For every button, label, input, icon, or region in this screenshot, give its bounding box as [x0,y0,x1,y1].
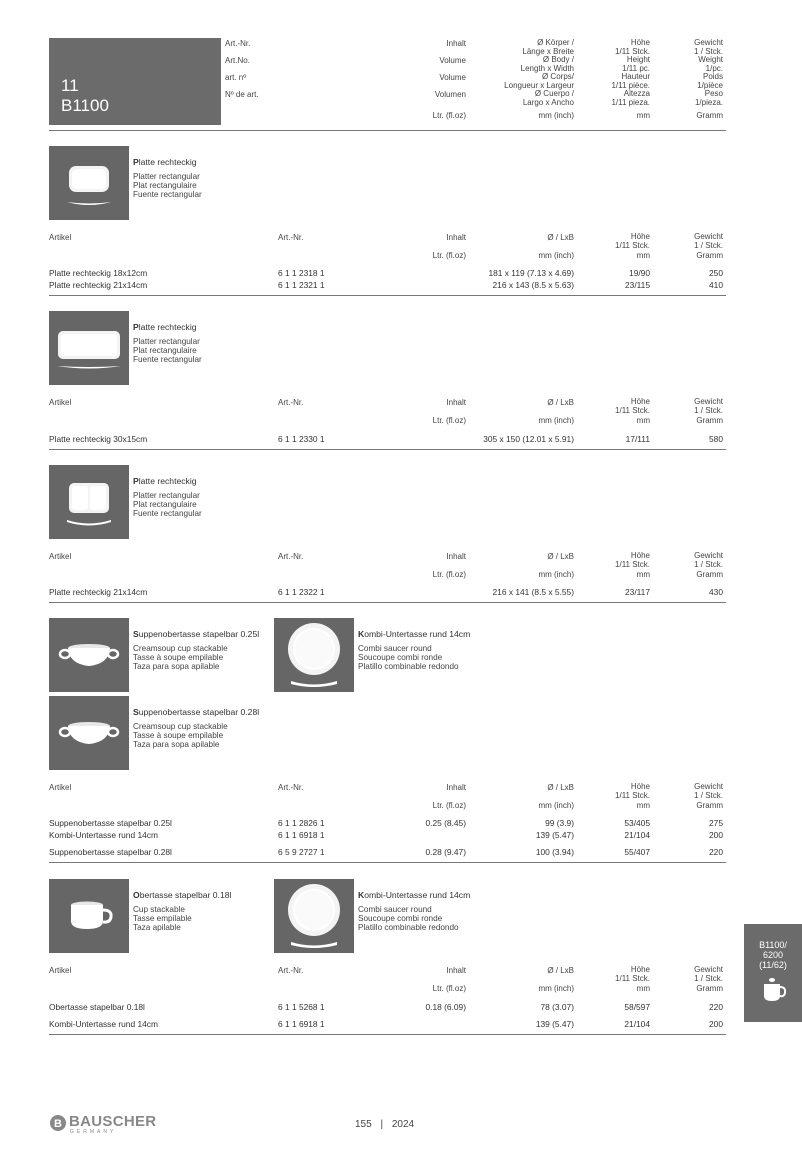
side-tab-line1: B1100/ [759,940,787,950]
header-label-height: Altezza 1/11 pieza. [611,89,650,107]
section-divider [49,862,726,863]
product-title-rest: latte rechteckig [138,476,197,486]
row-weight: 250 [709,268,723,278]
row-volume: 0.28 (9.47) [425,847,466,857]
series-number: 11 [61,76,79,95]
unit-volume: Ltr. (fl.oz) [432,416,466,425]
product-image[interactable] [49,879,129,953]
row-weight: 430 [709,587,723,597]
row-name: Platte rechteckig 21x14cm [49,587,148,597]
product-title [358,891,470,900]
unit-height: mm [636,570,650,579]
divided-platter-icon [49,465,129,539]
row-height: 55/407 [624,847,650,857]
section-divider [49,295,726,296]
product-title [133,891,231,900]
row-volume: 0.18 (6.09) [425,1002,466,1012]
logo-emblem-icon [49,1114,67,1132]
product-title [358,630,470,639]
row-height: 23/115 [625,280,650,290]
header-label-art: Art.-Nr. [225,39,251,48]
row-name: Platte rechteckig 30x15cm [49,434,148,444]
unit-height: mm [636,984,650,993]
header-label-weight: Peso 1/pieza. [694,89,723,107]
product-title-rest: bertasse stapelbar 0.18l [139,890,232,900]
product-title-initial: S [133,629,139,639]
col-artnr: Art.-Nr. [278,233,304,242]
col-dimension: Ø / LxB [547,233,574,242]
unit-weight: Gramm [696,984,723,993]
product-title-rest: uppenobertasse stapelbar 0.28l [138,707,260,717]
section-divider [49,1034,726,1035]
unit-weight: Gramm [696,111,723,120]
row-weight: 220 [709,847,723,857]
header-label-dimension: Ø Body / Length x Width [520,55,574,73]
col-gewicht: Gewicht 1 / Stck. [694,232,723,250]
row-height: 21/104 [624,830,650,840]
header-label-weight: Weight 1/pc. [698,55,723,73]
product-title-initial: P [133,322,139,332]
page-number: 155 [355,1119,372,1130]
unit-volume: Ltr. (fl.oz) [432,801,466,810]
unit-dimension: mm (inch) [538,984,574,993]
col-hoehe: Höhe 1/11 Stck. [615,782,650,800]
header-label-height: Höhe 1/11 Stck. [615,38,650,56]
product-title [133,158,197,167]
soup-cup-icon [49,618,129,692]
product-title-initial: K [358,629,365,639]
col-artnr: Art.-Nr. [278,783,304,792]
series-name: B1100 [61,96,109,115]
row-artnr: 6 1 1 2826 1 [278,818,325,828]
product-title-rest: latte rechteckig [138,322,197,332]
series-header-box [49,38,221,125]
header-label-dimension: Ø Corps/ Longueur x Largeur [504,72,574,90]
row-dimension: 99 (3.9) [545,818,574,828]
row-dimension: 139 (5.47) [535,830,574,840]
row-name: Kombi-Untertasse rund 14cm [49,830,158,840]
row-artnr: 6 1 1 2318 1 [278,268,325,278]
header-divider [49,130,726,131]
product-caption: Creamsoup cup stackable Tasse à soupe empilable Taza para sopa apilable [133,722,228,750]
col-artikel: Artikel [49,552,72,561]
product-title-initial: P [133,157,139,167]
product-title-initial: K [358,890,365,900]
brand-name: BAUSCHER [69,1113,157,1130]
soup-cup-icon [49,696,129,770]
col-dimension: Ø / LxB [547,783,574,792]
product-caption: Cup stackable Tasse empilable Taza apilable [133,905,192,933]
col-inhalt: Inhalt [446,398,466,407]
col-gewicht: Gewicht 1 / Stck. [694,782,723,800]
header-label-volume: Volume [439,73,466,82]
row-height: 17/111 [625,434,650,444]
row-weight: 200 [709,830,723,840]
product-caption: Platter rectangular Plat rectangulaire Fuente rectangular [133,491,202,519]
product-caption: Combi saucer round Soucoupe combi ronde Platillo combinable redondo [358,644,459,672]
col-inhalt: Inhalt [446,966,466,975]
col-artikel: Artikel [49,398,72,407]
row-weight: 220 [709,1002,723,1012]
row-height: 23/117 [625,587,650,597]
row-dimension: 305 x 150 (12.01 x 5.91) [483,434,574,444]
bauscher-logo [49,1113,159,1135]
product-image[interactable] [49,146,129,220]
product-caption: Combi saucer round Soucoupe combi ronde Platillo combinable redondo [358,905,459,933]
row-dimension: 139 (5.47) [535,1019,574,1029]
row-name: Platte rechteckig 18x12cm [49,268,148,278]
row-artnr: 6 1 1 5268 1 [278,1002,325,1012]
header-label-art: art. nº [225,73,247,82]
header-label-art: Art.No. [225,56,250,65]
teapot-icon [758,976,788,1004]
header-label-volume: Volumen [434,90,466,99]
row-name: Kombi-Untertasse rund 14cm [49,1019,158,1029]
series-side-tab[interactable] [744,924,802,1022]
col-inhalt: Inhalt [446,783,466,792]
unit-volume: Ltr. (fl.oz) [432,111,466,120]
row-height: 53/405 [624,818,650,828]
product-caption: Platter rectangular Plat rectangulaire Fuente rectangular [133,337,202,365]
col-artikel: Artikel [49,966,72,975]
catalog-year: 2024 [391,1119,415,1130]
col-artikel: Artikel [49,783,72,792]
product-caption: Platter rectangular Plat rectangulaire Fuente rectangular [133,172,202,200]
product-title-rest: ombi-Untertasse rund 14cm [364,629,471,639]
product-title [133,630,259,639]
row-artnr: 6 1 1 2330 1 [278,434,325,444]
product-title-initial: S [133,707,139,717]
product-title-initial: O [133,890,140,900]
row-name: Suppenobertasse stapelbar 0.25l [49,818,172,828]
col-hoehe: Höhe 1/11 Stck. [615,965,650,983]
row-artnr: 6 1 1 6918 1 [278,1019,325,1029]
unit-volume: Ltr. (fl.oz) [432,251,466,260]
product-title [133,323,197,332]
col-hoehe: Höhe 1/11 Stck. [615,232,650,250]
product-title-rest: ombi-Untertasse rund 14cm [364,890,471,900]
side-tab-line3: (11/62) [759,960,787,970]
cup-icon [49,879,129,953]
brand-country: GERMANY [70,1129,117,1135]
row-height: 19/90 [629,268,650,278]
header-label-height: Height 1/11 pc. [622,55,650,73]
unit-weight: Gramm [696,416,723,425]
product-image[interactable] [49,465,129,539]
unit-dimension: mm (inch) [538,570,574,579]
header-label-dimension: Ø Körper / Länge x Breite [522,38,574,56]
header-label-dimension: Ø Cuerpo / Largo x Ancho [522,89,574,107]
section-divider [49,602,726,603]
col-artikel: Artikel [49,233,72,242]
col-dimension: Ø / LxB [547,966,574,975]
row-dimension: 181 x 119 (7.13 x 4.69) [488,268,574,278]
product-title [133,477,197,486]
row-dimension: 78 (3.07) [540,1002,574,1012]
saucer-icon [274,618,354,692]
product-image[interactable] [274,618,354,692]
unit-weight: Gramm [696,251,723,260]
saucer-icon [274,879,354,953]
col-gewicht: Gewicht 1 / Stck. [694,965,723,983]
product-image[interactable] [274,879,354,953]
row-artnr: 6 5 9 2727 1 [278,847,325,857]
unit-height: mm [636,111,650,120]
row-weight: 580 [709,434,723,444]
row-name: Suppenobertasse stapelbar 0.28l [49,847,172,857]
page-info [355,1119,414,1130]
row-dimension: 216 x 141 (8.5 x 5.55) [492,587,574,597]
unit-dimension: mm (inch) [538,111,574,120]
unit-dimension: mm (inch) [538,416,574,425]
product-title-rest: latte rechteckig [138,157,197,167]
col-hoehe: Höhe 1/11 Stck. [615,397,650,415]
row-dimension: 100 (3.94) [535,847,574,857]
row-artnr: 6 1 1 2322 1 [278,587,325,597]
row-artnr: 6 1 1 2321 1 [278,280,325,290]
col-gewicht: Gewicht 1 / Stck. [694,397,723,415]
col-inhalt: Inhalt [446,233,466,242]
rectangular-platter-icon [49,146,129,220]
header-label-weight: Gewicht 1 / Stck. [694,38,723,56]
unit-volume: Ltr. (fl.oz) [432,570,466,579]
section-divider [49,449,726,450]
col-dimension: Ø / LxB [547,552,574,561]
long-platter-icon [49,311,129,385]
product-image[interactable] [49,311,129,385]
product-image[interactable] [49,618,129,692]
row-height: 58/597 [624,1002,650,1012]
header-label-art: Nº de art. [225,90,259,99]
row-name: Obertasse stapelbar 0.18l [49,1002,145,1012]
svg-text:B: B [54,1118,62,1130]
product-title-rest: uppenobertasse stapelbar 0.25l [138,629,260,639]
unit-weight: Gramm [696,570,723,579]
col-artnr: Art.-Nr. [278,398,304,407]
col-artnr: Art.-Nr. [278,552,304,561]
row-name: Platte rechteckig 21x14cm [49,280,148,290]
unit-height: mm [636,416,650,425]
product-title-initial: P [133,476,139,486]
unit-height: mm [636,801,650,810]
row-weight: 275 [709,818,723,828]
unit-weight: Gramm [696,801,723,810]
unit-height: mm [636,251,650,260]
col-gewicht: Gewicht 1 / Stck. [694,551,723,569]
header-label-volume: Inhalt [446,39,466,48]
col-hoehe: Höhe 1/11 Stck. [615,551,650,569]
row-weight: 410 [709,280,723,290]
unit-volume: Ltr. (fl.oz) [432,984,466,993]
unit-dimension: mm (inch) [538,251,574,260]
row-dimension: 216 x 143 (8.5 x 5.63) [492,280,574,290]
header-label-height: Hauteur 1/11 pièce. [611,72,650,90]
row-artnr: 6 1 1 6918 1 [278,830,325,840]
col-artnr: Art.-Nr. [278,966,304,975]
unit-dimension: mm (inch) [538,801,574,810]
row-volume: 0.25 (8.45) [425,818,466,828]
series-code [61,76,109,116]
col-dimension: Ø / LxB [547,398,574,407]
row-height: 21/104 [624,1019,650,1029]
side-tab-line2: 6200 [762,950,784,960]
header-label-volume: Volume [439,56,466,65]
product-image[interactable] [49,696,129,770]
page-separator: | [380,1119,384,1130]
header-label-weight: Poids 1/pièce [697,72,723,90]
row-weight: 200 [709,1019,723,1029]
product-title [133,708,259,717]
product-caption: Creamsoup cup stackable Tasse à soupe empilable Taza para sopa apilable [133,644,228,672]
col-inhalt: Inhalt [446,552,466,561]
